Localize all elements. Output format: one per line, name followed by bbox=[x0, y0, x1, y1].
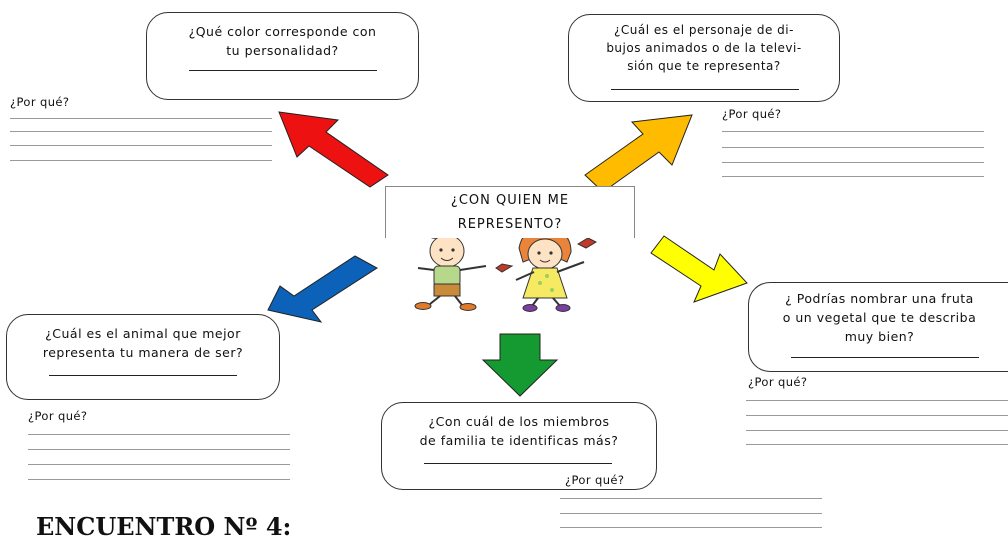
green-arrow bbox=[483, 334, 557, 396]
children-illustration bbox=[415, 226, 596, 312]
color-why-line[interactable] bbox=[10, 145, 272, 146]
blue-arrow bbox=[268, 256, 377, 322]
character-question-line2: bujos animados o de la televi- bbox=[606, 41, 802, 55]
character-why-line[interactable] bbox=[722, 147, 984, 148]
character-why-line[interactable] bbox=[722, 162, 984, 163]
center-title-line1: ¿CON QUIEN ME bbox=[450, 193, 570, 208]
color-why-line[interactable] bbox=[10, 118, 272, 119]
center-title-box bbox=[385, 186, 635, 238]
family-why-label: ¿Por qué? bbox=[565, 473, 625, 487]
fruit-why-line[interactable] bbox=[746, 400, 1008, 401]
character-answer-line[interactable] bbox=[611, 89, 799, 90]
fruit-why-label: ¿Por qué? bbox=[748, 375, 808, 389]
fruit-why-line[interactable] bbox=[746, 444, 1008, 445]
family-why-line[interactable] bbox=[560, 498, 822, 499]
color-question-box bbox=[146, 12, 419, 100]
animal-answer-line[interactable] bbox=[49, 375, 237, 376]
family-why-line[interactable] bbox=[560, 513, 822, 514]
character-why-line[interactable] bbox=[722, 176, 984, 177]
animal-why-line[interactable] bbox=[28, 434, 290, 435]
yellow-arrow bbox=[651, 236, 747, 302]
fruit-question-box bbox=[748, 282, 1008, 372]
color-answer-line[interactable] bbox=[189, 70, 377, 71]
color-why-label: ¿Por qué? bbox=[10, 95, 70, 109]
family-why-line[interactable] bbox=[560, 527, 822, 528]
animal-why-line[interactable] bbox=[28, 449, 290, 450]
character-question-line3: sión que te representa? bbox=[627, 59, 781, 73]
family-question-box bbox=[381, 402, 657, 490]
character-question-line1: ¿Cuál es el personaje de di- bbox=[614, 23, 794, 37]
fruit-why-line[interactable] bbox=[746, 430, 1008, 431]
animal-why-line[interactable] bbox=[28, 464, 290, 465]
fruit-question-line1: ¿ Podrías nombrar una fruta bbox=[785, 291, 974, 306]
animal-why-line[interactable] bbox=[28, 479, 290, 480]
animal-why-label: ¿Por qué? bbox=[28, 409, 88, 423]
session-heading: ENCUENTRO Nº 4: bbox=[36, 512, 292, 541]
character-why-line[interactable] bbox=[722, 131, 984, 132]
fruit-question-line3: muy bien? bbox=[844, 329, 915, 344]
family-question-line2: de familia te identificas más? bbox=[419, 433, 619, 448]
color-why-line[interactable] bbox=[10, 131, 272, 132]
fruit-question-line2: o un vegetal que te describa bbox=[782, 310, 977, 325]
animal-question-line2: representa tu manera de ser? bbox=[42, 345, 244, 360]
color-why-line[interactable] bbox=[10, 160, 272, 161]
fruit-answer-line[interactable] bbox=[791, 357, 979, 358]
color-question-line2: tu personalidad? bbox=[226, 43, 339, 58]
fruit-why-line[interactable] bbox=[746, 415, 1008, 416]
animal-question-box bbox=[6, 314, 280, 400]
center-title-line2: REPRESENTO? bbox=[457, 217, 563, 232]
color-question-line1: ¿Qué color corresponde con bbox=[188, 24, 377, 39]
family-question-line1: ¿Con cuál de los miembros bbox=[428, 414, 610, 429]
character-why-label: ¿Por qué? bbox=[722, 107, 782, 121]
character-question-box bbox=[568, 14, 840, 102]
animal-question-line1: ¿Cuál es el animal que mejor bbox=[45, 326, 241, 341]
red-arrow bbox=[279, 112, 388, 187]
family-answer-line[interactable] bbox=[424, 463, 612, 464]
orange-arrow bbox=[585, 115, 692, 192]
